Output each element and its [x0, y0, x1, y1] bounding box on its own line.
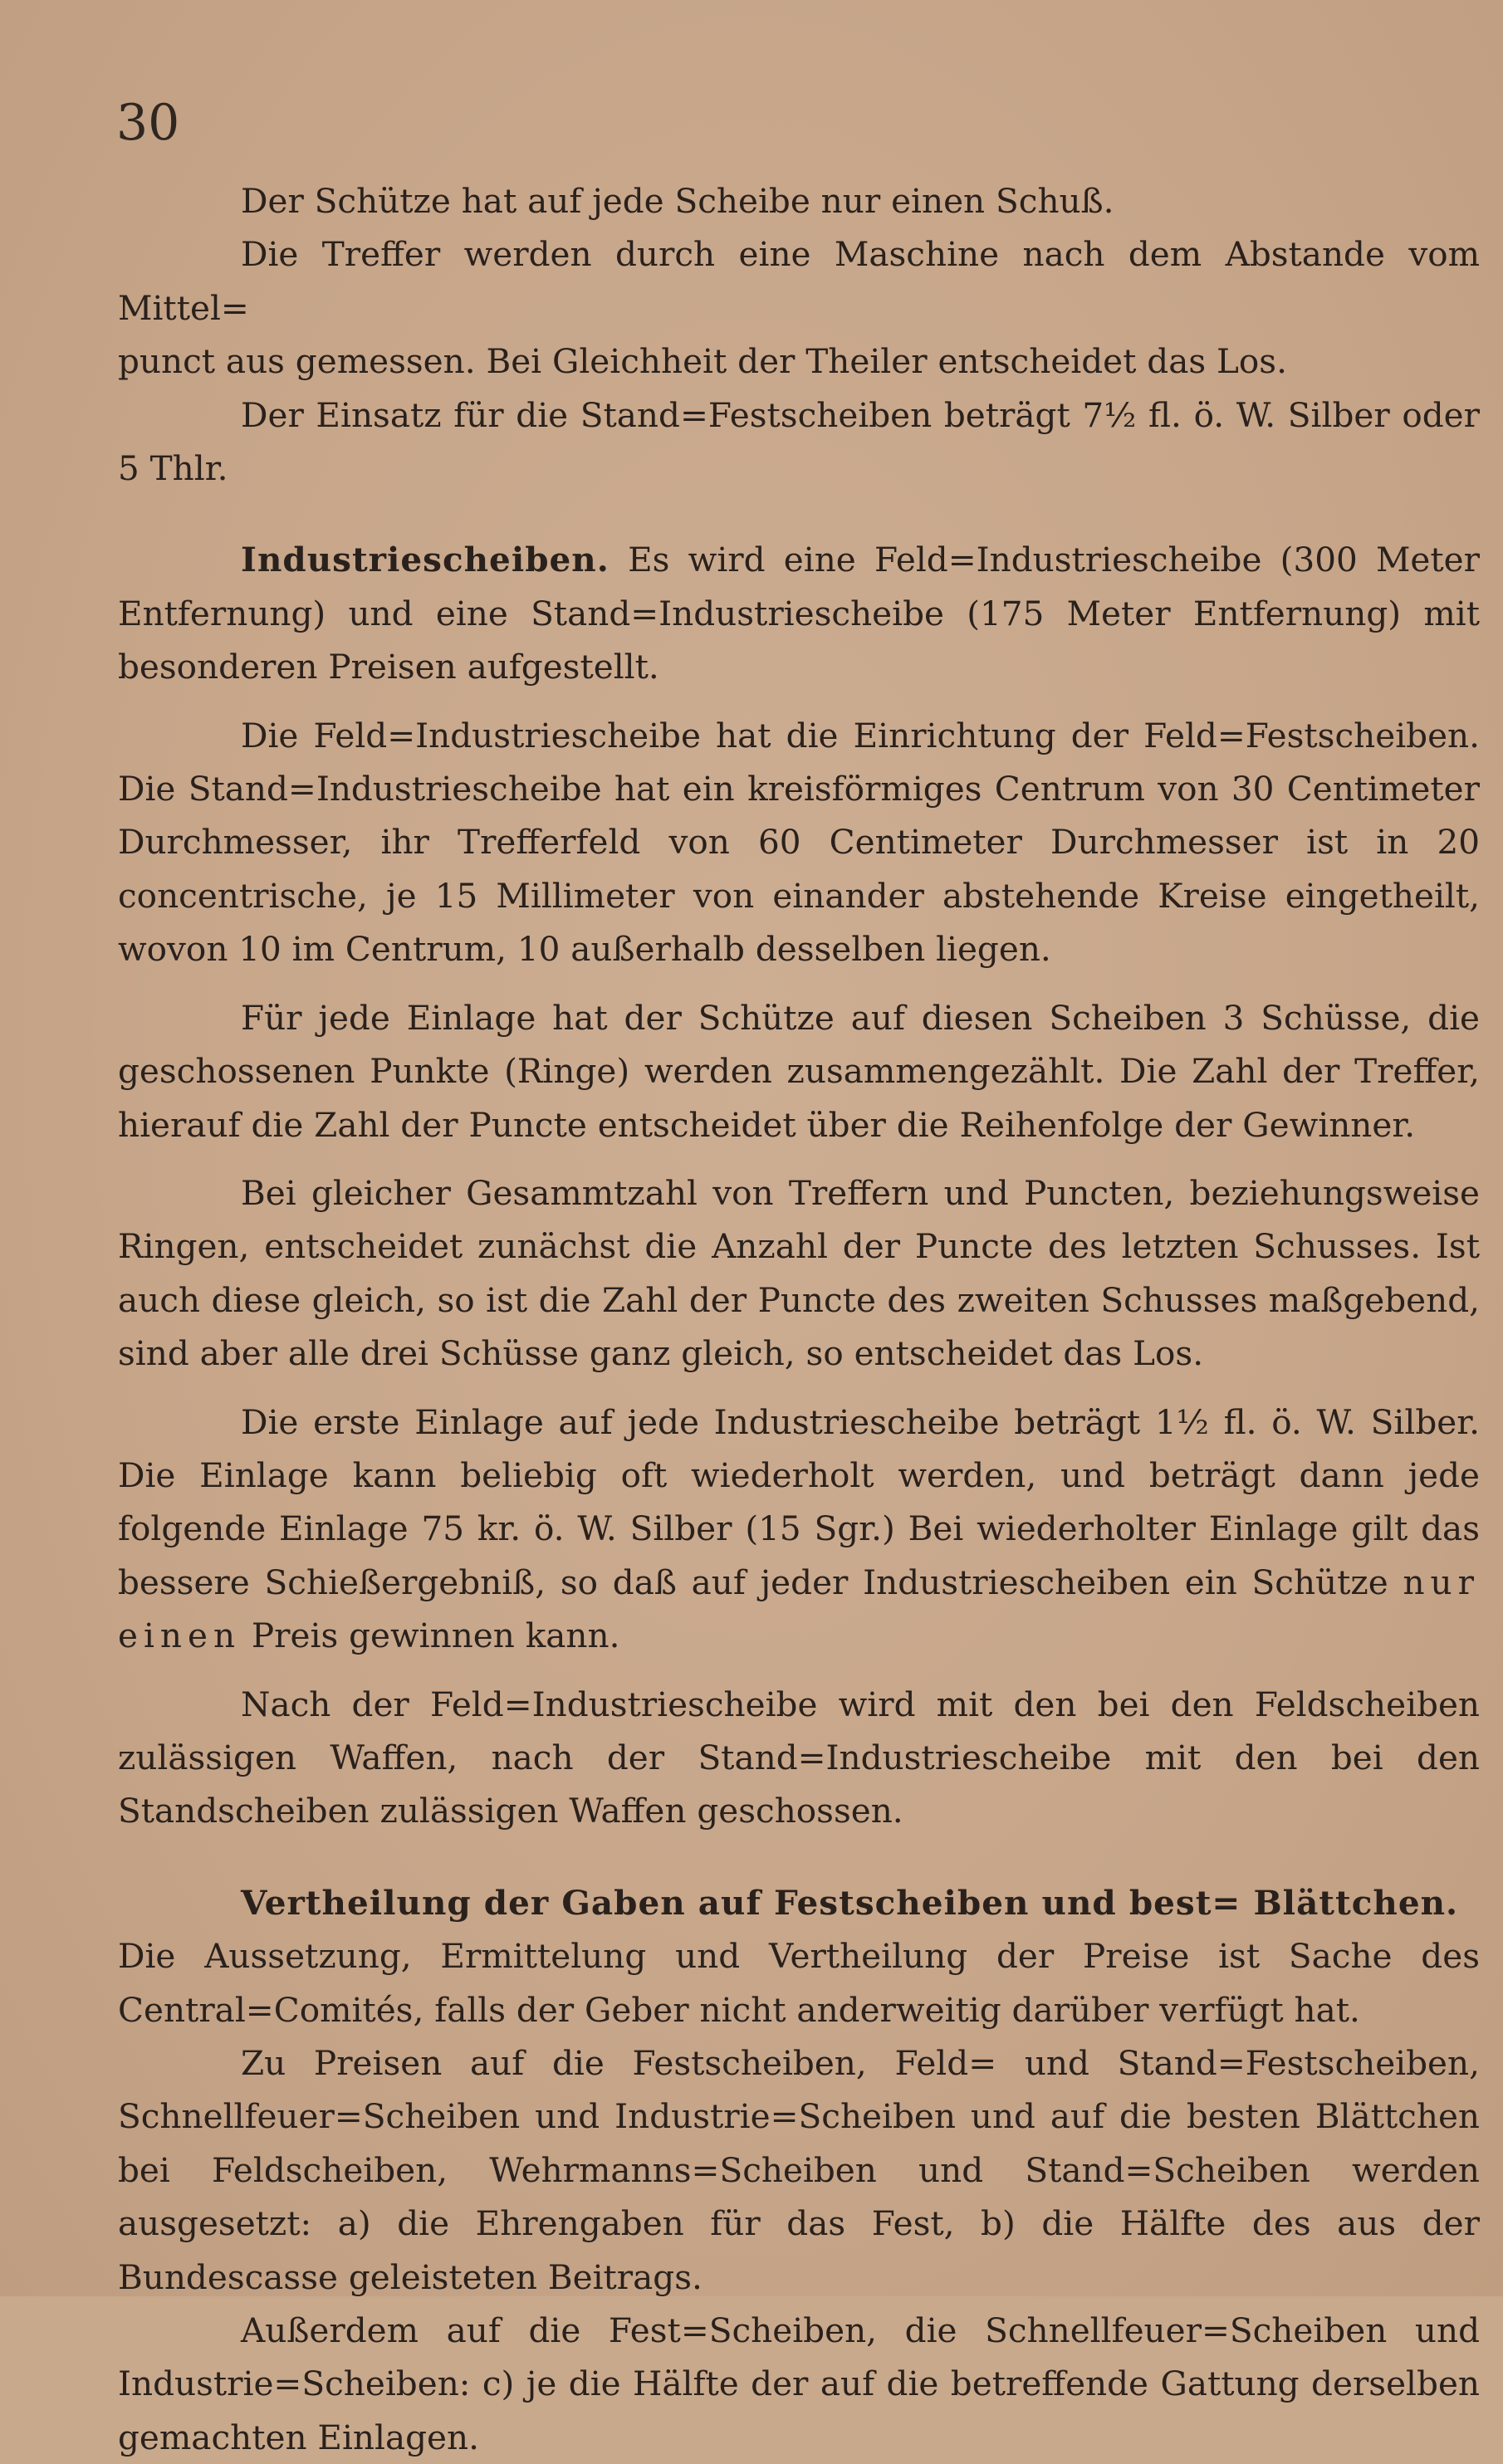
paragraph-text: Für jede Einlage hat der Schütze auf diesen Scheiben 3 Schüsse, die geschossenen Punkte (Ringe) werden zusammengezählt. Die Zahl der Treffer, hierauf die Zahl der Puncte entscheidet über die Reihenfolge der Gewinner.	[118, 997, 1480, 1145]
paragraph-gleichstand	[118, 1166, 1480, 1381]
paragraph-aussetzung	[118, 1929, 1480, 2036]
text-line	[118, 389, 1480, 496]
paragraph-einrichtung	[118, 709, 1480, 976]
paragraph-text: Preis gewinnen kann.	[241, 1616, 620, 1656]
paragraph-text: Es wird eine Feld=Industriescheibe (300 Meter Entfernung) und eine Stand=Industriescheibe (175 Meter Entfernung) mit besonderen Preisen aufgestellt.	[118, 540, 1481, 687]
paragraph-text: Die Feld=Industriescheibe hat die Einrichtung der Feld=Festscheiben. Die Stand=Industriescheibe hat ein kreisförmiges Centrum von 30 Centimeter Durchmesser, ihr Trefferfeld von 60 Centimeter Durchmesser ist in 20 concentrische, je 15 Millimeter von einander abstehende Kreise eingetheilt, wovon 10 im Centrum, 10 außerhalb desselben liegen.	[118, 715, 1480, 970]
text-line	[118, 335, 1480, 388]
line-3: punct aus gemessen. Bei Gleichheit der Theiler entscheidet das Los.	[118, 341, 1287, 382]
line-4: Der Einsatz für die Stand=Festscheiben beträgt 7½ fl. ö. W. Silber oder 5 Thlr.	[118, 394, 1480, 489]
line-1: Der Schütze hat auf jede Scheibe nur einen Schuß.	[241, 181, 1114, 221]
paragraph-erste-einlage	[118, 1396, 1480, 1663]
paragraph-text: Außerdem auf die Fest=Scheiben, die Schnellfeuer=Scheiben und Industrie=Scheiben: c) je die Hälfte der auf die betreffende Gattung derselben gemachten Einlagen.	[118, 2310, 1480, 2457]
body-text	[118, 174, 1480, 2464]
paragraph-text: Die erste Einlage auf jede Industriescheibe beträgt 1½ fl. ö. W. Silber. Die Einlage kann beliebig oft wiederholt werden, und beträgt dann jede folgende Einlage 75 kr. ö. W. Silber (15 Sgr.) Bei wiederholter Einlage gilt das bessere Schießergebniß, so daß auf jeder Industriescheiben ein Schütze	[118, 1401, 1480, 1602]
paragraph-text: Bei gleicher Gesammtzahl von Treffern und Puncten, beziehungsweise Ringen, entscheidet zunächst die Anzahl der Puncte des letzten Schusses. Ist auch diese gleich, so ist die Zahl der Puncte des zweiten Schusses maßgebend, sind aber alle drei Schüsse ganz gleich, so entscheidet das Los.	[118, 1172, 1480, 1374]
paragraph-industriescheiben	[118, 533, 1480, 693]
paragraph-einlage	[118, 991, 1480, 1151]
paragraph-text: Die Aussetzung, Ermittelung und Vertheilung der Preise ist Sache des Central=Comités, falls der Geber nicht anderweitig darüber verfügt hat.	[118, 1936, 1480, 2030]
section-vertheilung	[118, 1876, 1480, 2036]
section-heading-industriescheiben: Industriescheiben.	[241, 540, 610, 580]
line-2: Die Treffer werden durch eine Maschine nach dem Abstande vom Mittel=	[118, 234, 1480, 328]
paragraph-preise	[118, 2036, 1480, 2304]
section-heading-line	[118, 1876, 1480, 1929]
text-line	[118, 174, 1480, 227]
paragraph-text: Nach der Feld=Industriescheibe wird mit den bei den Feldscheiben zulässigen Waffen, nach der Stand=Industriescheibe mit den bei den Standscheiben zulässigen Waffen geschossen.	[118, 1684, 1480, 1831]
spaced-emphasis: nur einen	[118, 1562, 1480, 1656]
section-heading-vertheilung: Vertheilung der Gaben auf Festscheiben und best= Blättchen.	[241, 1882, 1459, 1923]
page-number: 30	[116, 94, 180, 152]
paragraph-text: Zu Preisen auf die Festscheiben, Feld= und Stand=Festscheiben, Schnellfeuer=Scheiben und Industrie=Scheiben und auf die besten Blättchen bei Feldscheiben, Wehrmanns=Scheiben und Stand=Scheiben werden ausgesetzt: a) die Ehrengaben für das Fest, b) die Hälfte des aus der Bundescasse geleisteten Beitrags.	[118, 2043, 1480, 2297]
paragraph-waffen	[118, 1678, 1480, 1838]
paragraph-ausserdem	[118, 2304, 1480, 2464]
paragraph-rules	[118, 174, 1480, 495]
text-line	[118, 227, 1480, 335]
